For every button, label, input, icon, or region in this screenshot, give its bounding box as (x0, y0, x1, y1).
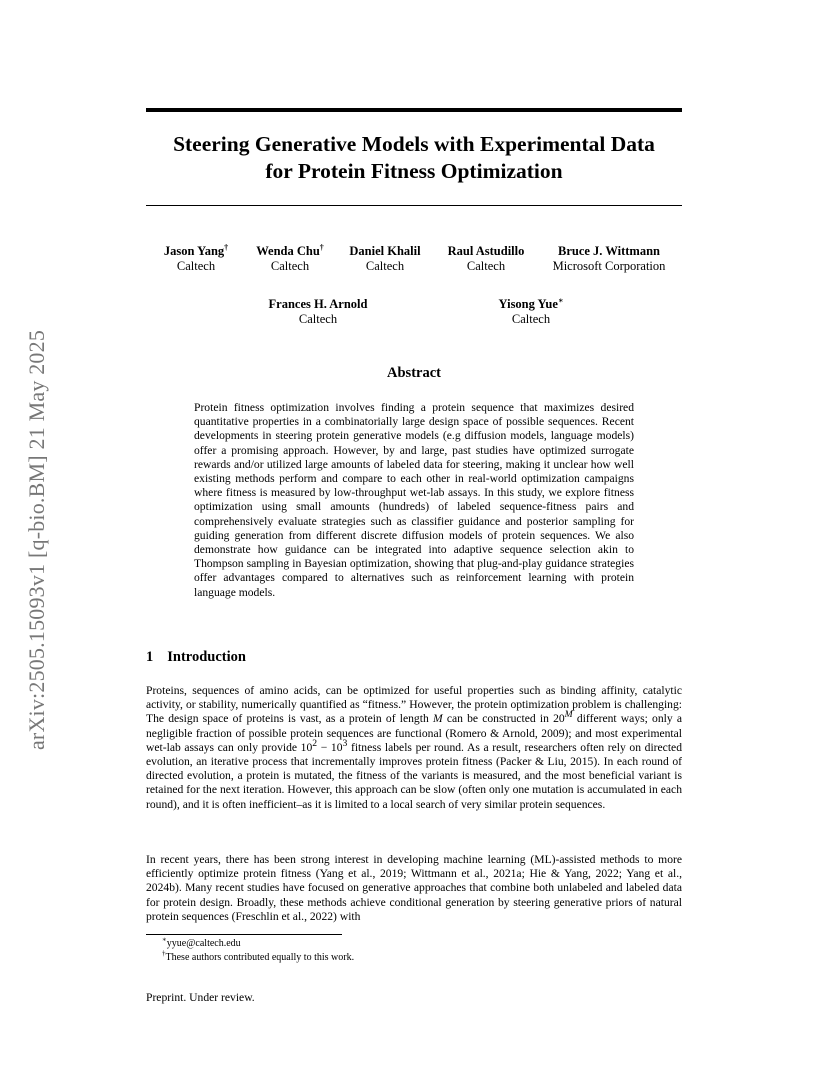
math-exponent: 2 (312, 737, 318, 749)
author-mark: † (224, 242, 229, 252)
math-exponent: 3 (342, 737, 348, 749)
title-bottom-rule (146, 205, 682, 206)
intro-paragraph-1 (146, 684, 682, 812)
title-line-2: for Protein Fitness Optimization (265, 159, 563, 183)
author-name: Frances H. Arnold (268, 297, 368, 311)
section-heading (146, 649, 246, 666)
abstract-heading: Abstract (387, 365, 441, 381)
author-affiliation: Caltech (466, 259, 506, 273)
abstract-text: Protein fitness optimization involves finding a protein sequence that maximizes desired quantitative properties in a combinatorially large design space of possible sequences. Recent developments in steering protein generative models (e.g diffusion models, language models) offer a promising approach. However, by and large, past studies have optimized surrogate rewards and/or utilized large amounts of labeled data for steering, making it unclear how well existing methods perform and compare to each other in real-world optimization campaigns where fitness is measured by low-throughput wet-lab assays. In this study, we explore fitness optimization using small amounts (hundreds) of labeled sequence-fitness pairs and comprehensively evaluate strategies such as classifier guidance and posterior sampling for guiding generation from different discrete diffusion models of protein sequences. We also demonstrate how guidance can be integrated into adaptive sequence selection akin to Thompson sampling in Bayesian optimization, showing that plug-and-play guidance strategies offer advantages compared to alternatives such as reinforcement learning with protein language models. (194, 401, 634, 599)
section-number: 1 (146, 649, 154, 665)
text-run: Proteins, sequences of amino acids, can be optimized for useful properties such as binding affinity, catalytic activity, or stability, numerically quantified as “fitness.” However, the protein optimization problem is challenging: The design space of proteins is vast, as a protein of length (146, 684, 682, 726)
section-title: Introduction (167, 649, 246, 665)
author-mark: † (319, 242, 324, 252)
text-run: − 10 (317, 740, 343, 754)
author-affiliation: Caltech (511, 312, 551, 326)
footnote (162, 937, 241, 950)
author-name: Raul Astudillo (447, 244, 525, 258)
footnote-mark: ∗ (162, 935, 167, 944)
author-block (349, 244, 420, 274)
text-run: fitness labels per round. As a result, researchers often rely on directed evolution, an iterative process that incrementally improves protein fitness (Packer & Liu, 2015). In each round of directed evolution, a protein is mutated, the fitness of the variants is measured, and the most beneficial variant is retained for the next iteration. However, this approach can be slow (often only one mutation is accumulated in each round), and it is often inefficient–as it is limited to a local search of very similar protein sequences. (146, 740, 682, 811)
author-block (448, 244, 525, 274)
author-block (256, 244, 324, 274)
author-affiliation: Microsoft Corporation (552, 259, 666, 273)
math-exponent: M (564, 709, 573, 721)
math-variable: M (432, 712, 443, 726)
footnote (162, 951, 354, 964)
author-affiliation: Caltech (176, 259, 216, 273)
footnote-mark: † (162, 949, 166, 958)
author-mark: ∗ (557, 295, 564, 305)
author-affiliation: Caltech (270, 259, 310, 273)
author-name: Daniel Khalil (349, 244, 421, 258)
title-top-rule (146, 108, 682, 112)
author-block (499, 297, 564, 327)
footnote-rule (146, 934, 342, 935)
arxiv-id: arXiv:2505.15093v1 [q-bio.BM] 21 May 2025 (24, 329, 49, 751)
author-block (164, 244, 228, 274)
page-footer: Preprint. Under review. (146, 991, 255, 1004)
arxiv-sidebar-stamp (22, 275, 52, 805)
text-run: different ways; only a negligible fraction of possible protein sequences are functional (Romero & Arnold, 2009); and most experimental wet-lab assays can only provide 10 (146, 712, 682, 754)
intro-paragraph-2: In recent years, there has been strong interest in developing machine learning (ML)-assisted methods to more efficiently optimize protein fitness (Yang et al., 2019; Wittmann et al., 2021a; Hie & Yang, 2022; Yang et al., 2024b). Many recent studies have focused on generative approaches that combine both unlabeled and labeled data for protein design. Broadly, these methods achieve conditional generation by steering generative priors of natural protein sequences (Freschlin et al., 2022) with (146, 853, 682, 923)
footnote-text: yyue@caltech.edu (166, 938, 241, 949)
author-name: Bruce J. Wittmann (558, 244, 660, 258)
author-block (553, 244, 666, 274)
footnote-text: These authors contributed equally to this work. (165, 952, 355, 963)
author-name: Jason Yang (163, 244, 225, 258)
paper-title (146, 131, 682, 185)
title-line-1: Steering Generative Models with Experimental Data (173, 132, 655, 156)
author-block (269, 297, 368, 327)
author-affiliation: Caltech (298, 312, 338, 326)
author-affiliation: Caltech (365, 259, 405, 273)
author-name: Wenda Chu (256, 244, 320, 258)
text-run: can be constructed in 20 (442, 712, 565, 726)
author-name: Yisong Yue (498, 297, 558, 311)
